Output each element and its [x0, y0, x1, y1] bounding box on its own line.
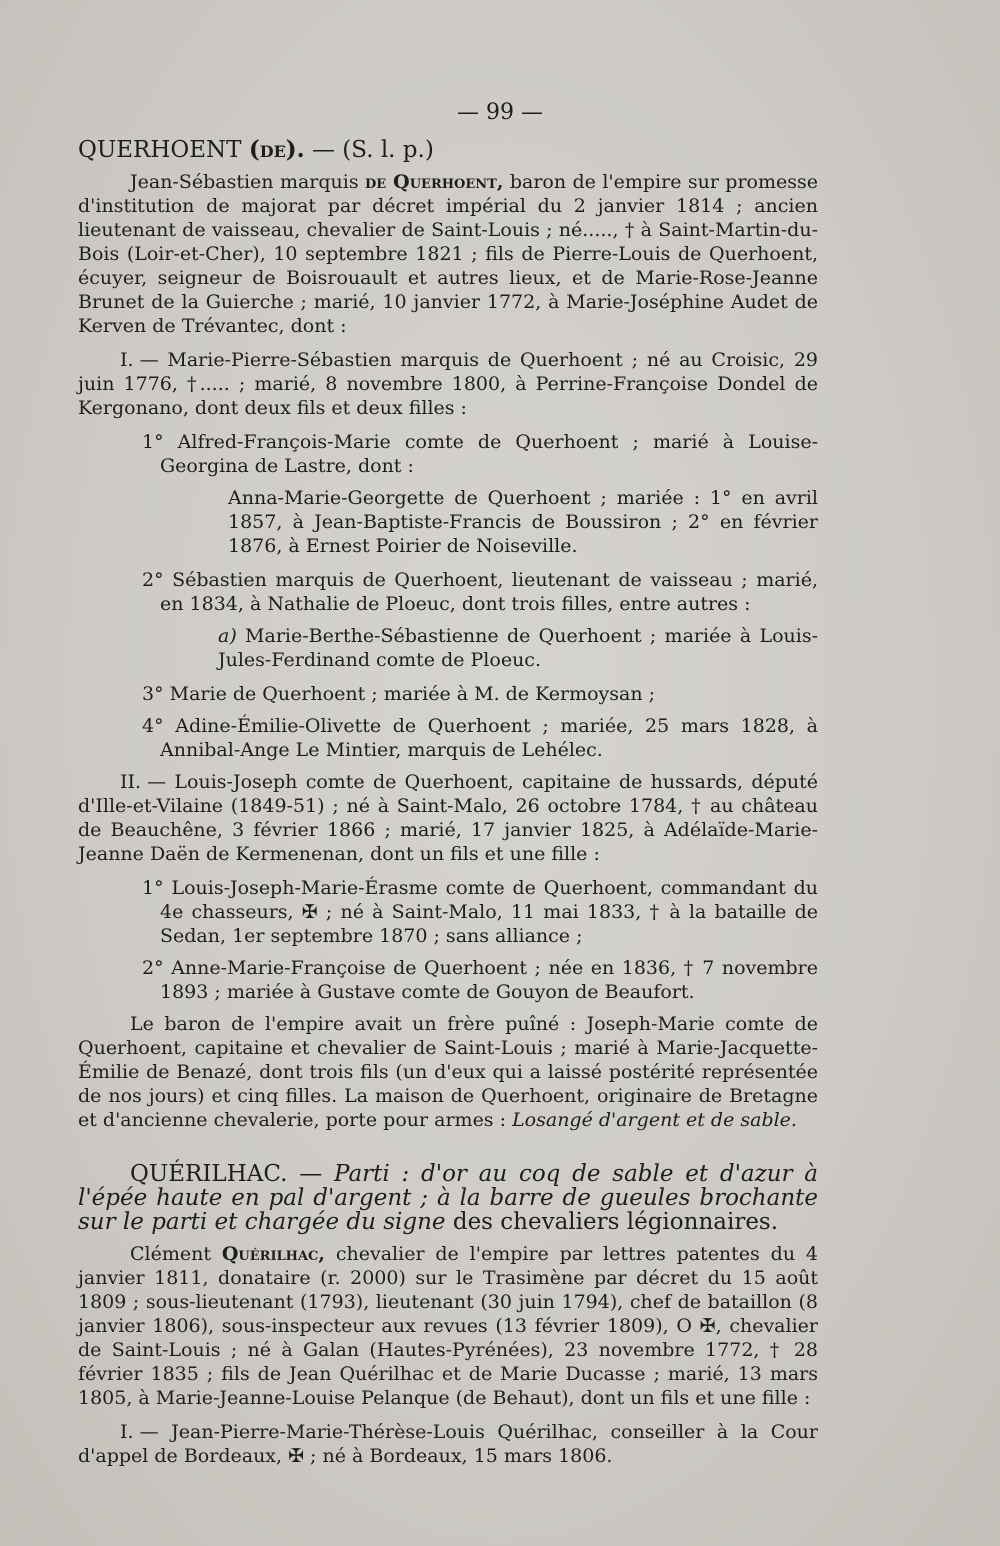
querilhac-heading — [78, 1162, 818, 1234]
querhoent-intro-particle: de Querhoent, — [365, 171, 504, 193]
querhoent-b1-item-4: 4° Adine-Émilie-Olivette de Querhoent ; mariée, 25 mars 1828, à Annibal-Ange Le Mintier, marquis de Lehélec. — [142, 715, 818, 761]
querhoent-heading — [78, 138, 818, 162]
querhoent-b1-item-1: 1° Alfred-François-Marie comte de Querhoent ; marié à Louise-Georgina de Lastre, dont : — [142, 431, 818, 477]
querhoent-intro-text: baron de l'empire sur promesse d'institution de majorat par décret impérial du 2 janvier 1814 ; ancien lieutenant de vaisseau, chevalier de Saint-Louis ; né....., † à Saint-Martin-du-Bois (Loir-et-Cher), 10 septembre 1821 ; fils de Pierre-Louis de Querhoent, écuyer, seigneur de Boisrouault et autres lieux, et de Marie-Rose-Jeanne Brunet de la Guierche ; marié, 10 janvier 1772, à Marie-Joséphine Audet de Kerven de Trévantec, dont : — [78, 171, 818, 337]
querhoent-branch-1 — [78, 348, 818, 420]
querhoent-branch-1-number: I. — — [120, 349, 159, 371]
querhoent-closing-text: Le baron de l'empire avait un frère puîné : Joseph-Marie comte de Querhoent, capitaine et chevalier de Saint-Louis ; marié à Marie-Jacquette-Émilie de Benazé, dont trois fils (un d'eux qui a laissé postérité représentée de nos jours) et cinq filles. La maison de Querhoent, originaire de Bretagne et d'ancienne chevalerie, porte pour armes : — [78, 1013, 818, 1131]
querhoent-branch-2-text: Louis-Joseph comte de Querhoent, capitaine de hussards, député d'Ille-et-Vilaine (1849-51) ; né à Saint-Malo, 26 octobre 1784, † au château de Beauchêne, 3 février 1866 ; marié, 17 janvier 1825, à Adélaïde-Marie-Jeanne Daën de Kermenenan, dont un fils et une fille : — [78, 771, 819, 865]
querhoent-b1-item-1-child: Anna-Marie-Georgette de Querhoent ; mariée : 1° en avril 1857, à Jean-Baptiste-Francis de Boussiron ; 2° en février 1876, à Ernest Poirier de Noiseville. — [228, 487, 818, 557]
querhoent-branch-1-text: Marie-Pierre-Sébastien marquis de Querhoent ; né au Croisic, 29 juin 1776, †..... ; marié, 8 novembre 1800, à Perrine-Françoise Dondel de Kergonano, dont deux fils et deux filles : — [78, 349, 819, 419]
querhoent-intro-name: Jean-Sébastien marquis — [130, 171, 359, 193]
querhoent-b1-item-3: 3° Marie de Querhoent ; mariée à M. de Kermoysan ; — [142, 683, 656, 705]
querhoent-b2-item-2: 2° Anne-Marie-Françoise de Querhoent ; née en 1836, † 7 novembre 1893 ; mariée à Gustave comte de Gouyon de Beaufort. — [142, 957, 818, 1003]
querilhac-intro-particle: Quérilhac, — [221, 1243, 326, 1265]
querhoent-intro — [78, 170, 818, 338]
querilhac-blazon-dash: — — [299, 1161, 323, 1187]
querilhac-intro-name: Clément — [130, 1243, 211, 1265]
querhoent-title: QUERHOENT — [78, 137, 242, 163]
page-content — [78, 138, 818, 1478]
querilhac-branch-1 — [78, 1420, 818, 1468]
querilhac-title: QUÉRILHAC. — [130, 1161, 288, 1187]
querhoent-b1-item-2-child — [78, 624, 818, 672]
querilhac-blazon: Parti : d'or au coq de sable et d'azur à l'épée haute en pal d'argent ; à la barre de gueules brochante sur le parti et chargée du signe — [78, 1161, 819, 1235]
querhoent-title-note: — (S. l. p.) — [311, 137, 434, 163]
querhoent-closing-arms: Losangé d'argent et de sable. — [512, 1109, 797, 1131]
querilhac-branch-1-text: Jean-Pierre-Marie-Thérèse-Louis Quérilhac, conseiller à la Cour d'appel de Bordeaux, ✠ ; né à Bordeaux, 15 mars 1806. — [78, 1421, 818, 1467]
querhoent-branch-2 — [78, 770, 818, 866]
querhoent-b1-item-2-child-text: Marie-Berthe-Sébastienne de Querhoent ; mariée à Louis-Jules-Ferdinand comte de Ploeuc. — [218, 625, 818, 671]
querilhac-intro — [78, 1242, 818, 1410]
querhoent-title-particle: (de). — [248, 136, 305, 163]
querilhac-branch-1-number: I. — — [120, 1421, 159, 1443]
querhoent-b2-item-1: 1° Louis-Joseph-Marie-Érasme comte de Querhoent, commandant du 4e chasseurs, ✠ ; né à Saint-Malo, 11 mai 1833, † à la bataille de Sedan, 1er septembre 1870 ; sans alliance ; — [142, 877, 818, 947]
querilhac-blazon-end: des chevaliers légionnaires. — [452, 1209, 779, 1235]
querhoent-b1-item-2-child-letter: a) — [218, 625, 237, 647]
querhoent-branch-2-number: II. — — [120, 771, 167, 793]
page-number: — 99 — — [457, 100, 543, 125]
querilhac-intro-text: chevalier de l'empire par lettres patentes du 4 janvier 1811, donataire (r. 2000) sur le Trasimène par décret du 15 août 1809 ; sous-lieutenant (1793), lieutenant (30 juin 1794), chef de bataillon (8 janvier 1806), sous-inspecteur aux revues (13 février 1809), O ✠, chevalier de Saint-Louis ; né à Galan (Hautes-Pyrénées), 23 novembre 1772, † 28 février 1835 ; fils de Jean Quérilhac et de Marie Ducasse ; marié, 13 mars 1805, à Marie-Jeanne-Louise Pelanque (de Behaut), dont un fils et une fille : — [78, 1243, 818, 1409]
querhoent-b1-item-2: 2° Sébastien marquis de Querhoent, lieutenant de vaisseau ; marié, en 1834, à Nathalie de Ploeuc, dont trois filles, entre autres : — [142, 569, 818, 615]
querhoent-closing — [78, 1012, 818, 1132]
